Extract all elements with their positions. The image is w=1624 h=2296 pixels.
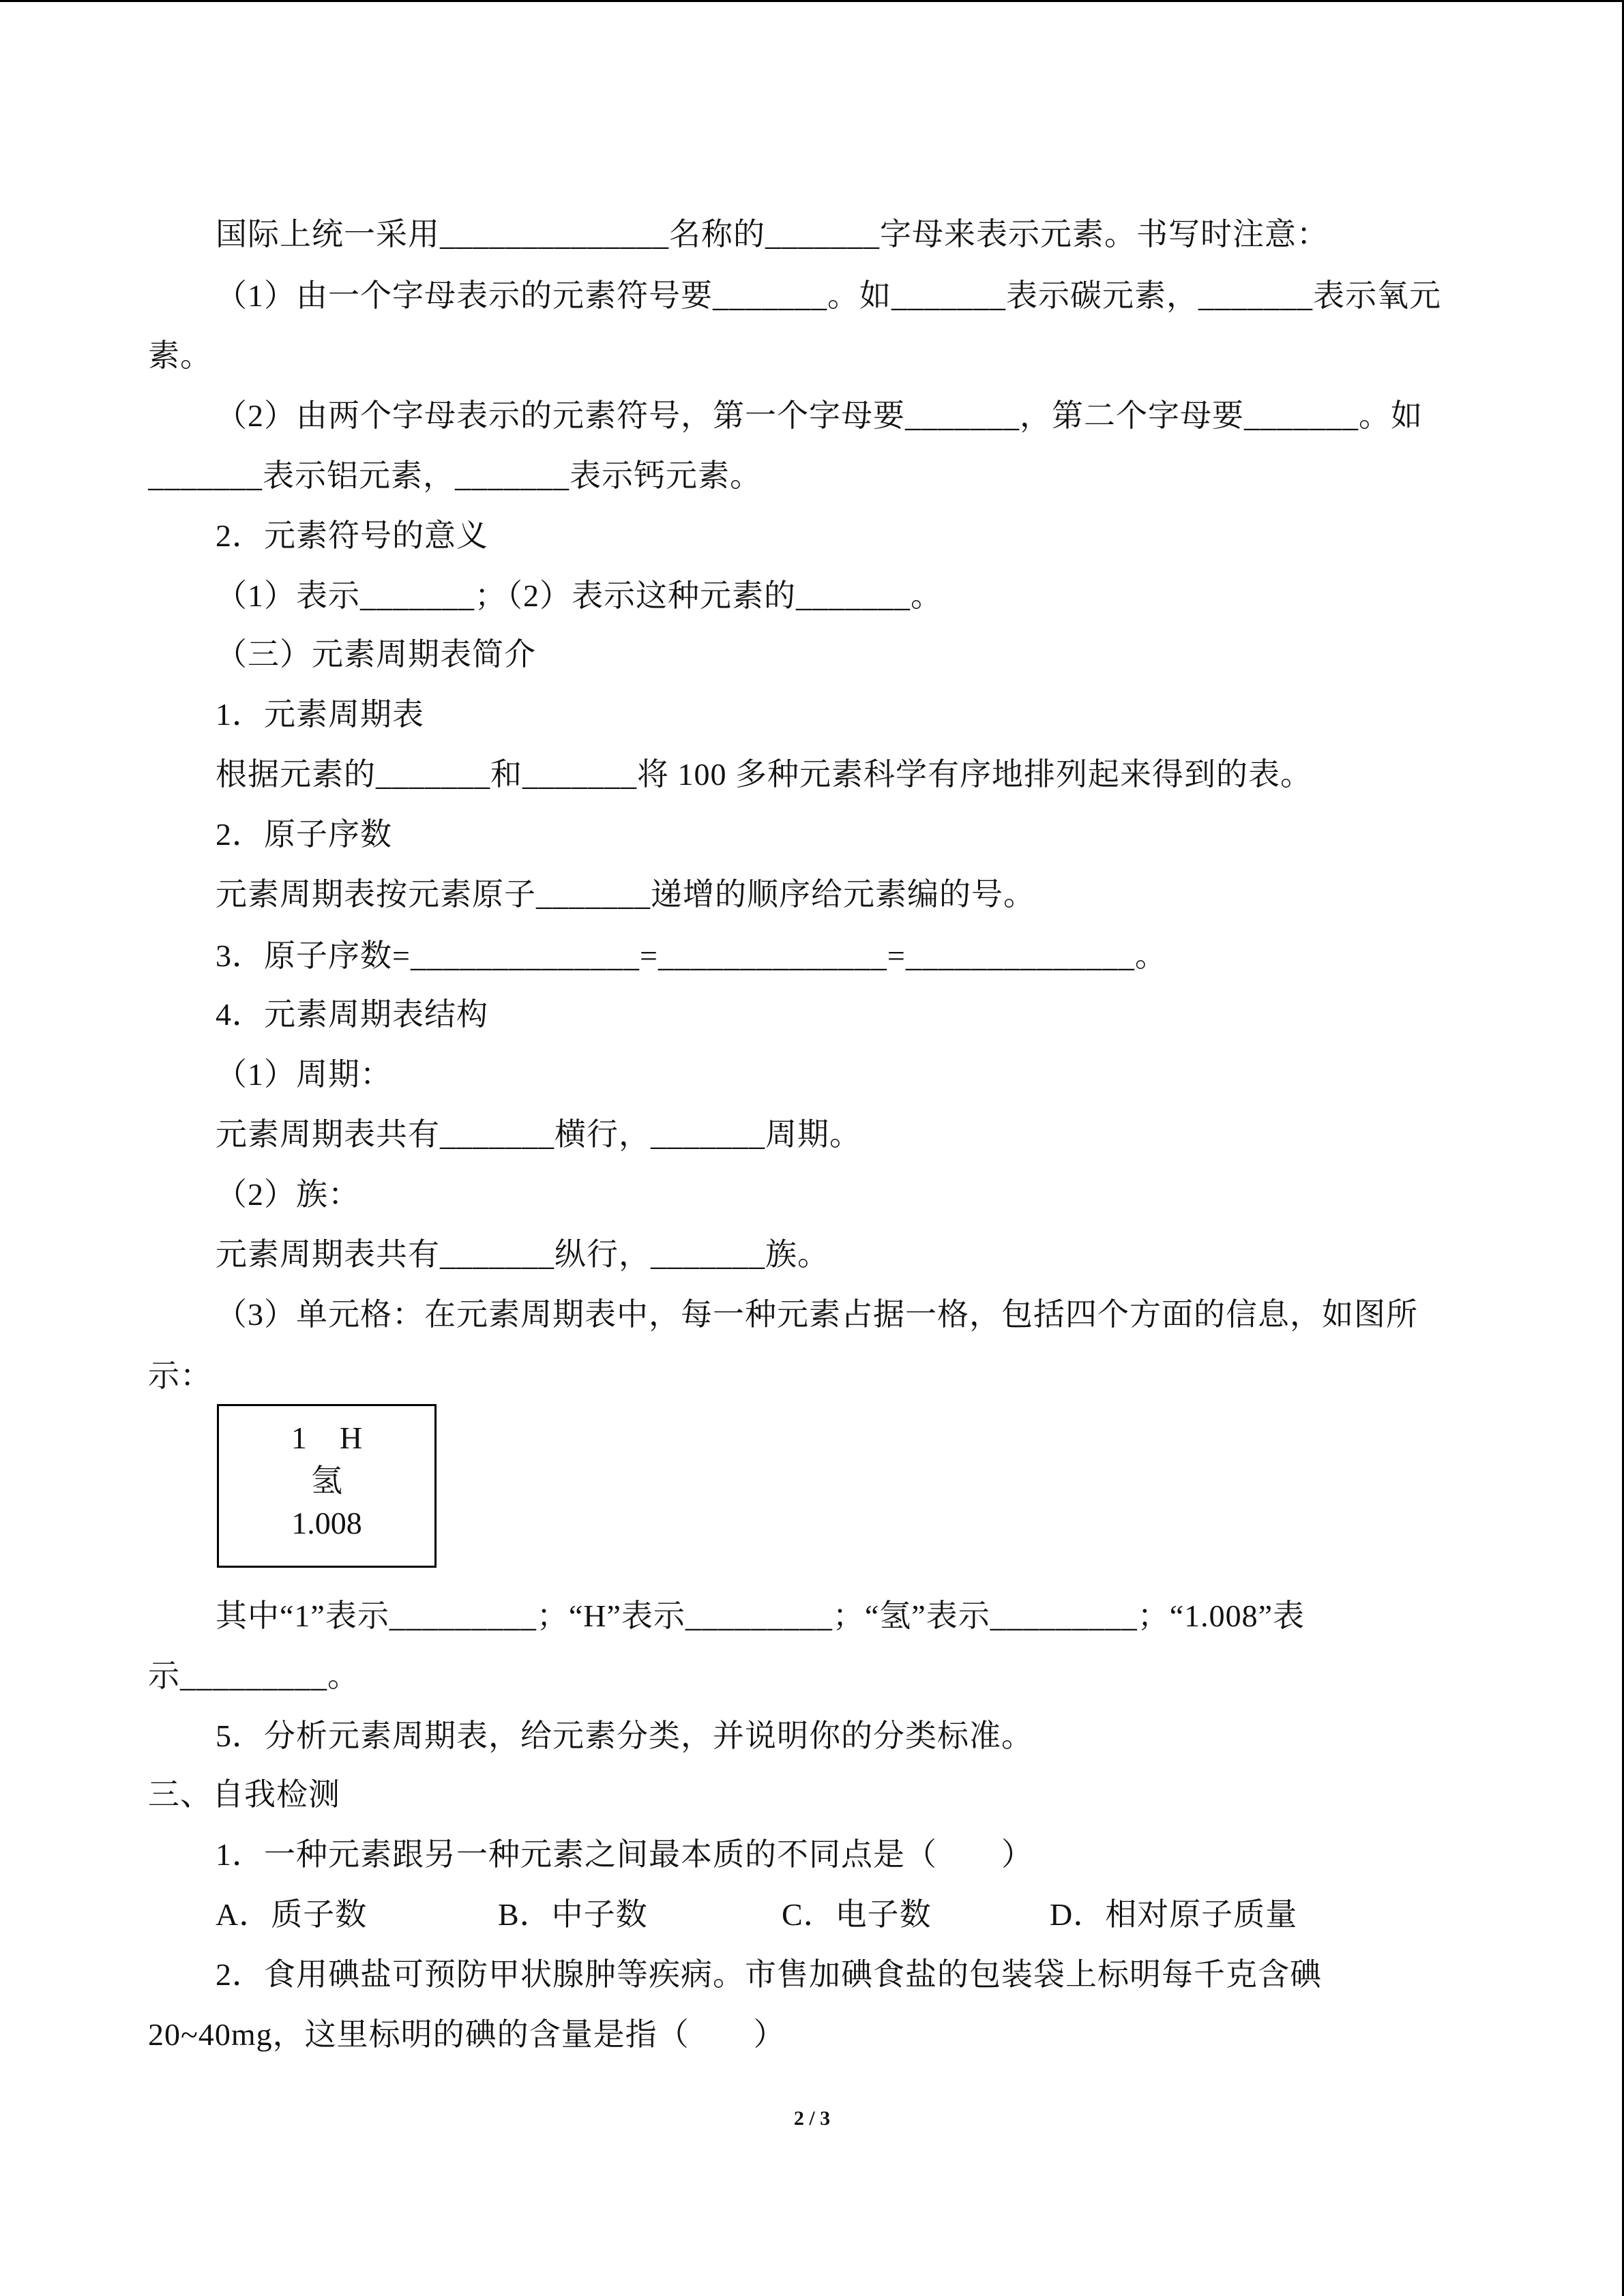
cell-atomic-number: 1 <box>291 1420 307 1455</box>
rule2-line2: _______表示铝元素，_______表示钙元素。 <box>148 458 762 493</box>
periodic-table-heading: （三）元素周期表简介 <box>216 637 536 672</box>
symbol-meaning-text: （1）表示_______；（2）表示这种元素的_______。 <box>216 578 943 613</box>
item4-heading: 4．元素周期表结构 <box>216 997 488 1032</box>
cell-question-line2: 示_________。 <box>148 1658 359 1693</box>
item2-heading: 2．原子序数 <box>216 817 392 852</box>
cell-description-line1: （3）单元格：在元素周期表中，每一种元素占据一格，包括四个方面的信息，如图所 <box>216 1297 1418 1332</box>
rule1-line2: 素。 <box>148 338 212 373</box>
symbol-meaning-heading: 2．元素符号的意义 <box>216 518 488 553</box>
period-label: （1）周期： <box>216 1057 392 1092</box>
group-label: （2）族： <box>216 1177 360 1212</box>
item1-heading: 1．元素周期表 <box>216 697 424 732</box>
self-test-heading: 三、自我检测 <box>148 1777 340 1812</box>
item5-text: 5．分析元素周期表，给元素分类，并说明你的分类标准。 <box>216 1718 1033 1753</box>
item2-text: 元素周期表按元素原子_______递增的顺序给元素编的号。 <box>216 877 1035 912</box>
period-text: 元素周期表共有_______横行，_______周期。 <box>216 1117 861 1152</box>
question2-stem-line1: 2．食用碘盐可预防甲状腺肿等疾病。市售加碘食盐的包装袋上标明每千克含碘 <box>216 1957 1322 1992</box>
group-text: 元素周期表共有_______纵行，_______族。 <box>216 1237 829 1272</box>
element-symbols-intro: 国际上统一采用______________名称的_______字母来表示元素。书写时注意： <box>216 217 1329 252</box>
question1-options <box>216 1885 1511 1945</box>
question1-option-a: A．质子数 <box>216 1897 368 1932</box>
page-frame-top-line <box>0 0 1624 2</box>
question1-stem: 1．一种元素跟另一种元素之间最本质的不同点是（ ） <box>216 1837 1033 1872</box>
page-number: 2 / 3 <box>793 2107 831 2130</box>
question1-option-d: D．相对原子质量 <box>1050 1897 1298 1932</box>
cell-element-symbol: H <box>339 1420 363 1455</box>
item3-text: 3．原子序数=______________=______________=______________。 <box>216 938 1167 973</box>
question1-option-b: B．中子数 <box>498 1897 648 1932</box>
item1-text: 根据元素的_______和_______将 100 多种元素科学有序地排列起来得到的表。 <box>216 757 1312 792</box>
cell-question-line1: 其中“1”表示_________；“H”表示_________；“氢”表示_________；“1.008”表 <box>216 1598 1305 1633</box>
rule1-line1: （1）由一个字母表示的元素符号要_______。如_______表示碳元素，_______表示氧元 <box>216 278 1441 313</box>
cell-element-name: 氢 <box>311 1463 342 1498</box>
cell-description-line2: 示： <box>148 1358 212 1393</box>
element-cell-figure <box>217 1404 437 1568</box>
question2-stem-line2: 20~40mg，这里标明的碘的含量是指（ ） <box>148 2017 786 2052</box>
rule2-line1: （2）由两个字母表示的元素符号，第一个字母要_______，第二个字母要_______。如 <box>216 398 1423 433</box>
question1-option-c: C．电子数 <box>782 1897 932 1932</box>
cell-number-symbol-row <box>219 1417 434 1459</box>
cell-atomic-mass: 1.008 <box>291 1506 362 1540</box>
